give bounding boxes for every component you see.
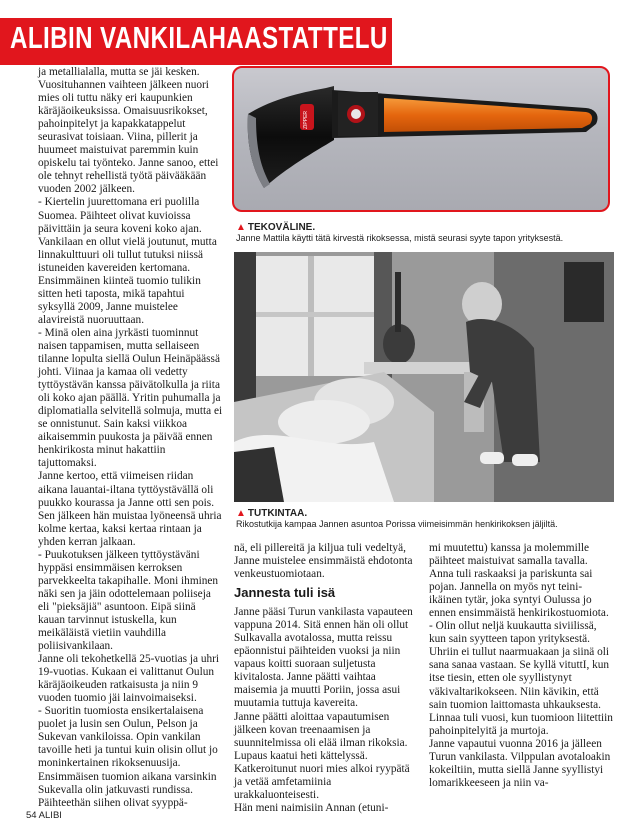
caption-crime-scene [236,508,616,530]
arrow-up-icon: ▲ [236,222,246,233]
paragraph: Janne kertoo, että viimeisen riidan aikana lauantai-iltana tyttöystävällä oli puukko kourassa ja Janne otti sen pois. Sen jälkeen hän muistaa lyöneensä uhria kolme kertaa, kaksi kertaa rintaan ja yhden kerran jalkaan. [38,470,222,548]
section-subheading: Jannesta tuli isä [234,585,336,601]
crime-scene-illustration [234,252,614,502]
paragraph: Janne pääsi Turun vankilasta vapauteen vappuna 2014. Sitä ennen hän oli ollut Sulkavalla avotalossa, mutta reissu epäonnistui päihteiden vuoksi ja niin vapaus koitti suoraan suljetusta kivitalosta. Janne päätti vaihtaa maisemia ja muutti Poriin, jossa asui muutamia tuttuja kavereita. [234,606,413,710]
paragraph: - Minä olen aina jyrkästi tuominnut naisen tappamisen, mutta sellaiseen tilanne lopulta siellä Oulun Heinäpäässä johti. Viinaa ja kamaa oli vedetty tyttöystävän kanssa päivätolkulla ja riita oli koko ajan päällä. Yritin puhumalla ja diplomatialla selvitellä solmuja, mutta ei se onnistunut. Sain kaksi viikkoa aikaisemmin puukosta ja päivää ennen henkirikosta minut hakattiin tajuttomaksi. [38,326,223,470]
axe-brand-label: ZIPPER [303,110,309,130]
paragraph: Hän meni naimisiin Annan (etuni- [234,801,389,814]
paragraph: Janne oli tekohetkellä 25-vuotias ja uhri 19-vuotias. Kukaan ei valittanut Oulun käräjäoikeuden ratkaisusta ja niin 9 vuoden tuomio jäi lainvoimaiseksi. [38,653,220,705]
caption-text: Janne Mattila käytti tätä kirvestä rikoksessa, mistä seurasi syyte tapon yrityksestä. [236,233,564,243]
paragraph: ja metallialalla, mutta se jäi kesken. Vuosituhannen vaihteen jälkeen nuori mies oli tuttu näky eri kaupunkien käräjäoikeuksissa. Omaisuusrikokset, pahoinpitelyt ja kapakkatappelut seurasivat toisiaan. Viina, pillerit ja huumeet maistuivat paremmin kuin opiskelu tai työnteko. Janne sanoo, ettei ole tehnyt rehellistä työtä päivääkään vuoden 2002 jälkeen. [38,66,219,196]
caption-axe [236,222,616,244]
paragraph: - Puukotuksen jälkeen tyttöystäväni hyppäsi ensimmäisen kerroksen parvekkeelta takapihalle. Moni ihminen näki sen ja jäin odottelemaan poliiseja eli "pieksäjiä" asuntoon. Eipä siinä kauan tarvinnut istuskella, kun meikäläistä vietiin vauhdilla poliisivankilaan. [38,548,219,653]
page-footer: 54 ALIBI [26,810,62,821]
caption-label: TEKOVÄLINE. [247,222,316,233]
paragraph: Janne vapautui vuonna 2016 ja jälleen Turun vankilasta. Vilppulan avotaloakin kokeiltiin, mutta siellä Janne syyllistyi lomarikkeeseen ja niin va- [429,737,611,789]
paragraph: mi muutettu) kanssa ja molemmille päihteet maistuivat samalla tavalla. Anna tuli raskaaksi ja pariskunta sai pojan. Jannella on myös nyt teini-ikäinen tytär, joka syntyi Oulussa jo ennen ensimmäistä henkirikostuomiota. [429,542,609,620]
caption-text: Rikostutkija kampaa Jannen asuntoa Porissa viimeisimmän henkirikoksen jäljiltä. [236,519,558,529]
page-title: ALIBIN VANKILAHAASTATTELU [10,20,388,55]
crime-scene-photo [234,252,614,502]
article-column-1 [38,66,224,810]
axe-illustration [234,68,608,210]
axe-photo [232,66,610,212]
caption-label: TUTKINTAA. [247,508,308,519]
article-column-2 [234,542,416,815]
paragraph: - Suoritin tuomiosta ensikertalaisena puolet ja lusin sen Oulun, Pelson ja Sukevan vankiloissa. Opin vankilan tavoille heti ja tuntui kuin olisin ollut jo moninkertainen rikoksenuusija. Ensimmäisen tuomion aikana varsinkin Sukevalla olin jatkuvasti rundissa. Päihteethän siihen olivat syyppä- [38,705,218,809]
paragraph: nä, eli pillereitä ja kiljua tuli vedeltyä, Janne muistelee ensimmäistä ehdotonta venkeustuomiotaan. [234,542,413,581]
header-banner [0,18,392,65]
arrow-up-icon: ▲ [236,508,246,519]
paragraph: Janne päätti aloittaa vapautumisen jälkeen kovan treenaamisen ja suunnitelmissa oli elää ilman rikoksia. Lupaus kaatui heti kättelyssä. Katkeroitunut nuori mies alkoi ryypätä ja vetää amfetamiinia urakkaluonteisesti. [234,710,410,801]
paragraph: - Kiertelin juurettomana eri puolilla Suomea. Päihteet olivat kuvioissa päivittäin ja seura koveni koko ajan. Vankilaan en ollut vielä joutunut, mutta linnakulttuuri oli tullut tutuksi niissä istuneiden kavereiden kertomana. Ensimmäinen kiinteä tuomio tulikin sitten heti taposta, mikä tapahtui syksyllä 2009, Janne muistelee alavireistä nuoruuttaan. [38,196,217,326]
article-column-3 [429,542,613,790]
paragraph: - Olin ollut neljä kuukautta siviilissä, kun sain syytteen tapon yrityksestä. Uhriin ei tullut naarmuakaan ja siinä oli sana sanaa vastaan. Se kyllä vituttI, kun itse tiesin, etten ole syyllistynyt väkivaltarikokseen. Niin kävikin, että sain tuomion laittomasta uhkauksesta. Linnaa tuli vuosi, kun tuomioon liitettiin pahoinpitelyitä ja murtoja. [429,620,613,737]
